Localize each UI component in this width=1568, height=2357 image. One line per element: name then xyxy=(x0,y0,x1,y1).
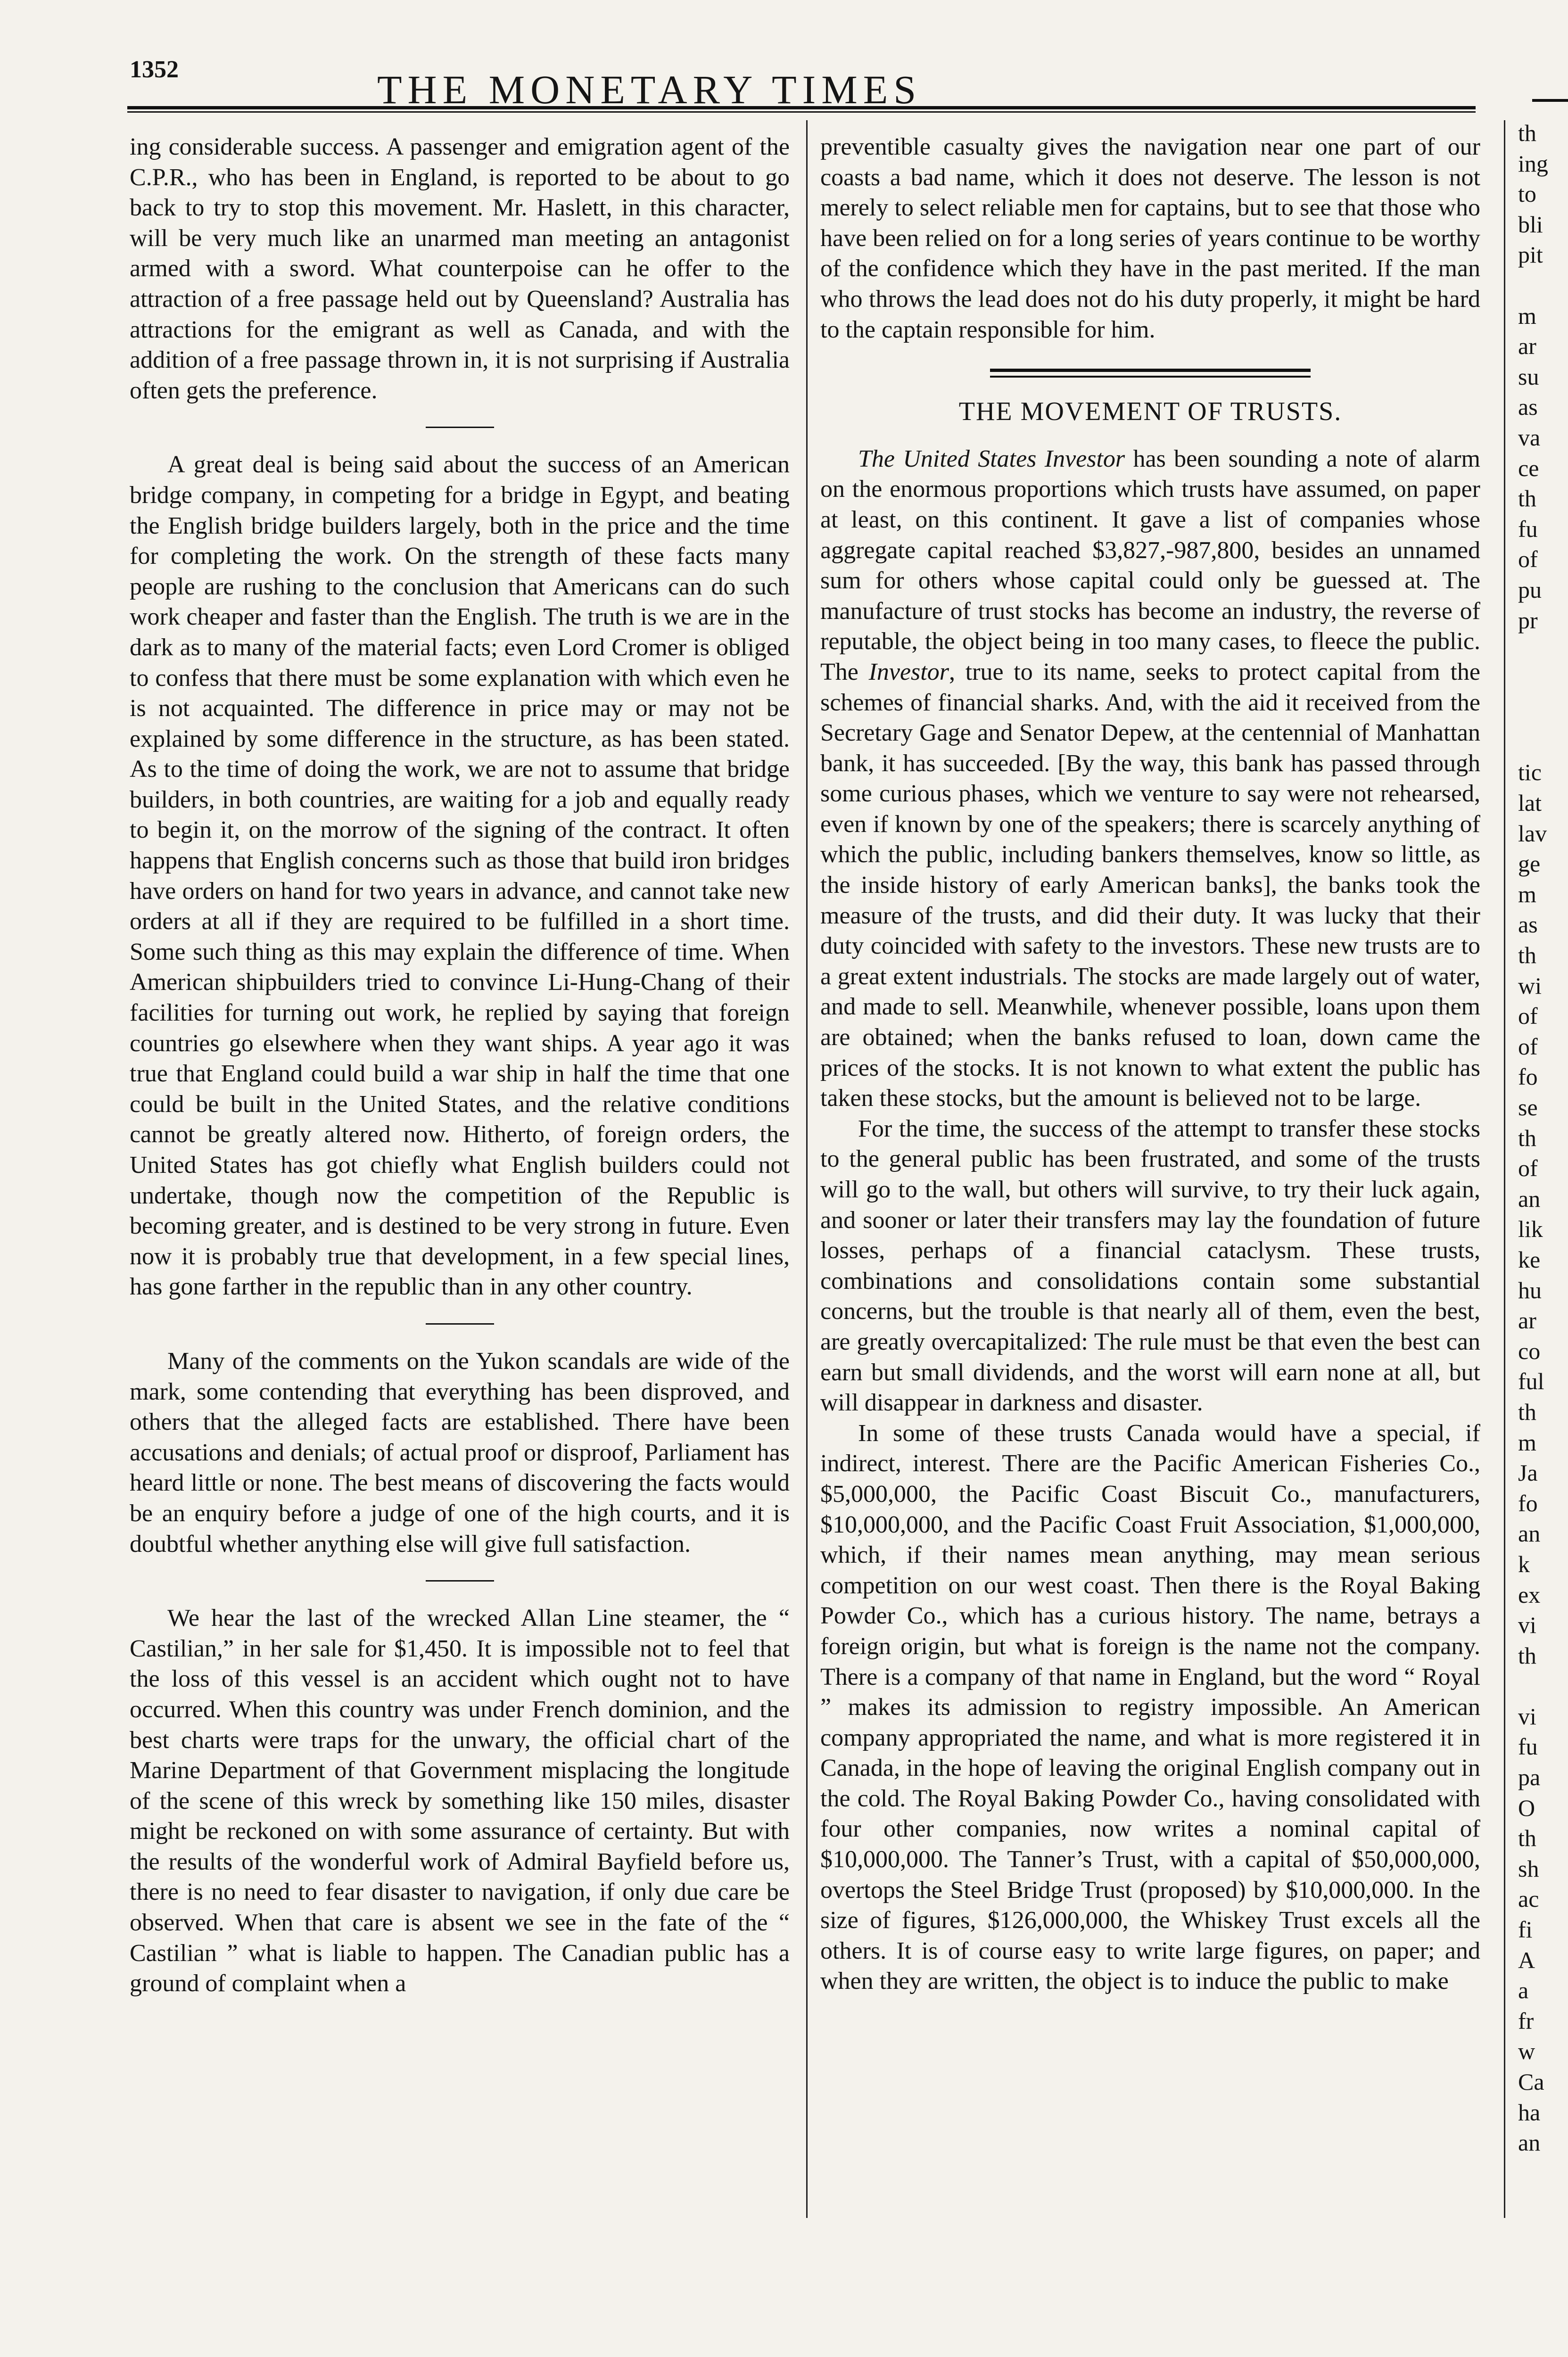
line-fragment: bli xyxy=(1518,211,1543,238)
line-fragment: of xyxy=(1518,1033,1538,1060)
line-fragment: th xyxy=(1518,1825,1536,1852)
line-fragment: as xyxy=(1518,394,1538,420)
line-fragment: wi xyxy=(1518,972,1542,999)
line-fragment xyxy=(1518,666,1568,697)
paragraph-text: has been sounding a note of alarm on the enormous proportions which trusts have assumed, on paper at least, on this continent. It gave a list of companies whose aggregate capital reached $3,827,-987,800, besides an unnamed sum for others whose capital could only be guessed at. The manufacture of trust stocks has become an industry, the reverse of reputable, the object being in too many cases, to fleece the public. The xyxy=(820,445,1480,685)
line-fragment: Ja xyxy=(1518,1459,1538,1486)
line-fragment: fi xyxy=(1518,1916,1533,1943)
separator xyxy=(426,1323,494,1325)
section-rule xyxy=(990,369,1311,378)
paragraph-trusts-canada: In some of these trusts Canada would have a special, if indirect, interest. There are the Pacific American Fisheries Co., $5,000,000, the Pacific Coast Biscuit Co., manufacturers, $10,000,000, and the Pacific Coast Fruit Association, $1,000,000, which, if their names mean anything, may mean serious competition on our west coast. Then there is the Royal Baking Powder Co., which has a curious history. The name, betrays a foreign origin, but what is foreign is the name not the company. There is a company of that name in England, but the word “ Royal ” makes its admission to registry impossible. An American company appropriated the name, and what is more registered it in Canada, in the hope of leaving the original English company out in the cold. The Royal Baking Powder Co., having consolidated with four other companies, now writes a nominal capital of $10,000,000. The Tanner’s Trust, with a capital of $50,000,000, overtops the Steel Bridge Trust (proposed) by $10,000,000. In the size of figures, $126,000,000, the Whiskey Trust excels all the others. It is of course easy to write large figures, on paper; and when they are written, the object is to induce the public to make xyxy=(820,1419,1480,1995)
line-fragment: an xyxy=(1518,1185,1541,1212)
paragraph-trusts-intro xyxy=(820,444,1480,1114)
line-fragment: as xyxy=(1518,911,1538,938)
line-fragment: vi xyxy=(1518,1703,1536,1730)
line-fragment: w xyxy=(1518,2038,1535,2065)
column-divider xyxy=(1504,120,1505,2218)
line-fragment: a xyxy=(1518,1977,1529,2004)
line-fragment: an xyxy=(1518,1520,1541,1547)
line-fragment: th xyxy=(1518,1398,1536,1425)
line-fragment: tic xyxy=(1518,759,1542,786)
section-title: THE MOVEMENT OF TRUSTS. xyxy=(958,397,1342,427)
right-column xyxy=(820,132,1480,1997)
line-fragment: pa xyxy=(1518,1764,1541,1791)
investor-name: Investor xyxy=(868,658,949,685)
header-rule-fragment xyxy=(1532,99,1568,102)
paragraph-bridge-company: A great deal is being said about the success of an American bridge company, in competing for a bridge in Egypt, and beating the English bridge builders largely, both in the price and the time for completing the work. On the strength of these facts many people are rushing to the conclusion that Americans can do such work cheaper and faster than the English. The truth is we are in the dark as to many of the material facts; even Lord Cromer is obliged to confess that there must be some explanation with which even he is not acquainted. The difference in price may or may not be explained by some difference in the structure, as has been stated. As to the time of doing the work, we are not to assume that bridge builders, in both countries, are waiting for a job and equally ready to begin it, on the morrow of the signing of the contract. It often happens that English concerns such as those that build iron bridges have orders on hand for two years in advance, and cannot take new orders at all if they are required to be fulfilled in a short time. Some such thing as this may explain the difference of time. When American shipbuilders tried to convince Li-Hung-Chang of their facilities for turning out work, he replied by saying that foreign countries go elsewhere when they want ships. A year ago it was true that England could build a war ship in half the time that one could be built in the United States, and the relative conditions cannot be greatly altered now. Hitherto, of foreign orders, the United States has got chiefly what English builders could not undertake, though now the competition of the Republic is becoming greater, and is destined to be very strong in future. Even now it is probably true that development, in a few special lines, has gone farther in the republic than in any other country. xyxy=(130,451,790,1301)
line-fragment: ing xyxy=(1518,150,1548,177)
line-fragment: k xyxy=(1518,1550,1530,1577)
line-fragment: m xyxy=(1518,881,1536,907)
line-fragment: ke xyxy=(1518,1246,1541,1273)
line-fragment: va xyxy=(1518,424,1541,451)
line-fragment: fo xyxy=(1518,1490,1538,1516)
line-fragment: pu xyxy=(1518,576,1542,603)
line-fragment xyxy=(1518,270,1568,301)
line-fragment: ar xyxy=(1518,333,1536,360)
line-fragment: of xyxy=(1518,546,1538,573)
line-fragment: ge xyxy=(1518,850,1541,877)
line-fragment: Ca xyxy=(1518,2069,1544,2095)
paragraph-castilian-wreck: We hear the last of the wrecked Allan Line steamer, the “ Castilian,” in her sale for $1,450. It is impossible not to feel that the loss of this vessel is an accident which ought not to have occurred. When this country was under French dominion, and the best charts were traps for the unwary, the official chart of the Marine Department of that Government misplacing the longitude of the scene of this wreck by something like 150 miles, disaster might be reckoned on with some assurance of certainty. But with the results of the wonderful work of Admiral Bayfield before us, there is no need to fear disaster to navigation, if only due care be observed. When that care is absent we see in the fate of the “ Castilian ” what is liable to happen. The Canadian public has a ground of complaint when a xyxy=(130,1605,790,1997)
line-fragment: th xyxy=(1518,485,1536,512)
paragraph-yukon-scandals: Many of the comments on the Yukon scandals are wide of the mark, some contending that everything has been disproved, and others that the alleged facts are established. There have been accusations and denials; of actual proof or disproof, Parliament has heard little or none. The best means of discovering the facts would be an enquiry before a judge of one of the high courts, and it is doubtful whether anything else will give full satisfaction. xyxy=(130,1347,790,1558)
line-fragment: A xyxy=(1518,1946,1535,1973)
line-fragment: su xyxy=(1518,363,1539,390)
line-fragment: lav xyxy=(1518,820,1547,847)
line-fragment: fu xyxy=(1518,1733,1538,1760)
line-fragment: pit xyxy=(1518,241,1543,268)
line-fragment: fo xyxy=(1518,1063,1538,1090)
line-fragment: fu xyxy=(1518,515,1538,542)
line-fragment: hu xyxy=(1518,1277,1542,1303)
line-fragment: ac xyxy=(1518,1886,1539,1912)
line-fragment xyxy=(1518,696,1568,727)
line-fragment: lik xyxy=(1518,1216,1543,1243)
paragraph-casualty: preventible casualty gives the navigation near one part of our coasts a bad name, which it does not deserve. The lesson is not merely to select reliable men for captains, but to see that those who have been relied on for a long series of years continue to be worthy of the confidence which they have in the past merited. If the man who throws the lead does not do his duty properly, it might be hard to the captain responsible for him. xyxy=(820,133,1480,343)
line-fragment: ful xyxy=(1518,1368,1544,1395)
line-fragment: m xyxy=(1518,302,1536,329)
line-fragment xyxy=(1518,635,1568,666)
journal-title: THE MONETARY TIMES xyxy=(377,67,922,112)
line-fragment: an xyxy=(1518,2129,1541,2156)
line-fragment: se xyxy=(1518,1094,1538,1121)
line-fragment: ar xyxy=(1518,1307,1536,1334)
line-fragment: ha xyxy=(1518,2099,1541,2126)
paragraph-trusts-transfer: For the time, the success of the attempt to transfer these stocks to the general public has been frustrated, and some of the trusts will go to the wall, but others will survive, to try their luck again, and sooner or later their transfers may lay the foundation of future losses, perhaps of a financial cataclysm. These trusts, combinations and consolidations contain some substantial concerns, but the trouble is that nearly all of them, even the best, are greatly overcapitalized: The rule must be that even the best can earn but small dividends, and the worst will earn none at all, but will disappear in darkness and disaster. xyxy=(820,1115,1480,1417)
line-fragment: lat xyxy=(1518,790,1542,816)
line-fragment: to xyxy=(1518,181,1536,207)
header-rule xyxy=(127,106,1476,113)
line-fragment: vi xyxy=(1518,1612,1536,1639)
column-divider xyxy=(806,120,808,2218)
line-fragment: of xyxy=(1518,1155,1538,1182)
left-column xyxy=(130,132,790,1999)
line-fragment: th xyxy=(1518,1124,1536,1151)
line-fragment xyxy=(1518,1671,1568,1701)
investor-title: The United States Investor xyxy=(858,445,1125,472)
line-fragment: fr xyxy=(1518,2007,1534,2034)
paragraph-text: , true to its name, seeks to protect capital from the schemes of financial sharks. And, with the aid it received from the Secretary Gage and Senator Depew, at the centennial of Manhattan bank, it has succeeded. [By the way, this bank has passed through some curious phases, which we venture to say were not rehearsed, even if known by one of the speakers; there is scarcely anything of which the public, including bankers themselves, know so little, as the inside history of early American banks], the banks took the measure of the trusts, and did their duty. It was lucky that their duty coincided with safety to the investors. These new trusts are to a great extent industrials. The stocks are made largely out of water, and made to sell. Meanwhile, whenever possible, loans upon them are obtained; when the banks refused to loan, down came the prices of the stocks. It is not known to what extent the public has taken these stocks, but the amount is believed not to be large. xyxy=(820,658,1480,1112)
line-fragment: ex xyxy=(1518,1581,1541,1608)
line-fragment: th xyxy=(1518,120,1536,146)
next-column-fragment xyxy=(1518,118,1568,2156)
line-fragment: pr xyxy=(1518,607,1538,634)
separator xyxy=(426,1580,494,1582)
line-fragment: O xyxy=(1518,1794,1535,1821)
paragraph-emigration: ing considerable success. A passenger and emigration agent of the C.P.R., who has been in England, is reported to be about to go back to try to stop this movement. Mr. Haslett, in this character, will be very much like an unarmed man meeting an antagonist armed with a sword. What counterpoise can he offer to the attraction of a free passage held out by Queensland? Australia has attractions for the emigrant as well as Canada, and with the addition of a free passage thrown in, it is not surprising if Australia often gets the preference. xyxy=(130,133,790,404)
line-fragment: ce xyxy=(1518,454,1539,481)
line-fragment: co xyxy=(1518,1337,1541,1364)
line-fragment: sh xyxy=(1518,1855,1539,1882)
separator xyxy=(426,427,494,428)
page-number: 1352 xyxy=(130,56,179,83)
line-fragment: of xyxy=(1518,1003,1538,1030)
line-fragment: m xyxy=(1518,1429,1536,1456)
line-fragment: th xyxy=(1518,1642,1536,1669)
line-fragment: th xyxy=(1518,942,1536,969)
line-fragment xyxy=(1518,727,1568,758)
